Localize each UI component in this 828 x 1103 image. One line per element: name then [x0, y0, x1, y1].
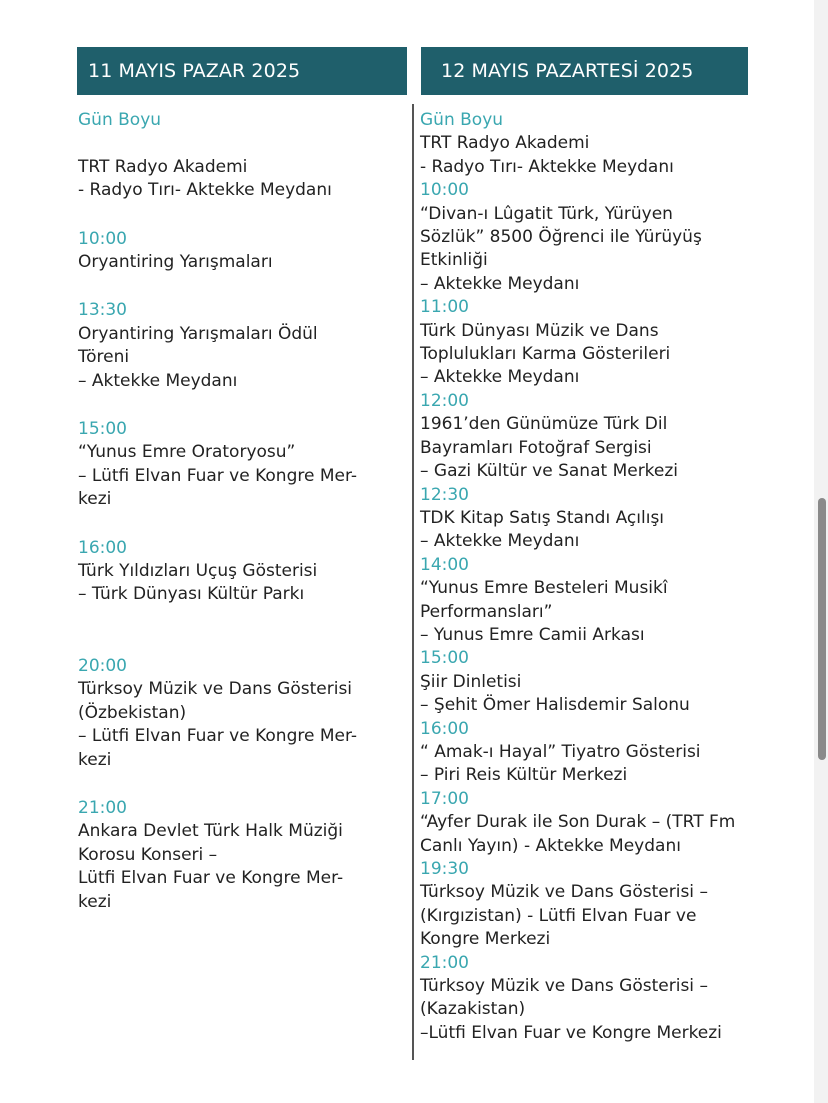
column-divider: [412, 104, 414, 1060]
event-text-line: (Kırgızistan) - Lütfi Elvan Fuar ve: [420, 905, 697, 926]
event-text-line: Türksoy Müzik ve Dans Gösterisi: [78, 679, 353, 700]
schedule-entry: [420, 109, 800, 179]
event-text-line: – Lütfi Elvan Fuar ve Kongre Mer-: [78, 726, 358, 747]
schedule-entry: [420, 179, 800, 296]
schedule-entry: [420, 484, 800, 554]
event-time: 17:00: [420, 788, 469, 809]
event-time: 15:00: [78, 419, 127, 440]
event-text-line: Türk Dünyası Müzik ve Dans: [420, 320, 659, 341]
schedule-entry: [420, 390, 800, 484]
event-text-line: Canlı Yayın) - Aktekke Meydanı: [420, 835, 681, 856]
event-time: 13:30: [78, 300, 127, 321]
schedule-column-may-11: [78, 109, 403, 939]
event-text-line: “ Amak-ı Hayal” Tiyatro Gösterisi: [420, 741, 701, 762]
schedule-entry: [78, 655, 403, 772]
event-time: 11:00: [420, 297, 469, 318]
event-time: 12:30: [420, 484, 469, 505]
event-text-line: – Şehit Ömer Halisdemir Salonu: [420, 695, 690, 716]
event-time: 20:00: [78, 655, 127, 676]
event-text-line: Performansları”: [420, 601, 553, 622]
event-text-line: Etkinliği: [420, 250, 488, 271]
event-text-line: Oryantiring Yarışmaları Ödül: [78, 323, 318, 344]
schedule-entry: [78, 418, 403, 512]
event-text-line: – Gazi Kültür ve Sanat Merkezi: [420, 461, 679, 482]
event-text-line: Lütfi Elvan Fuar ve Kongre Mer-: [78, 868, 344, 889]
schedule-entry: [78, 797, 403, 914]
schedule-entry: [78, 228, 403, 275]
day-header-may-11: 11 MAYIS PAZAR 2025: [77, 47, 407, 95]
event-text-line: “Ayfer Durak ile Son Durak – (TRT Fm: [420, 812, 736, 833]
event-text-line: [78, 132, 403, 155]
event-text-line: “Yunus Emre Besteleri Musikî: [420, 578, 668, 599]
event-text-line: “Divan-ı Lûgatit Türk, Yürüyen: [420, 203, 673, 224]
event-text-line: Kongre Merkezi: [420, 929, 551, 950]
day-header-may-12: 12 MAYIS PAZARTESİ 2025: [421, 47, 748, 95]
event-text-line: (Kazakistan): [420, 999, 526, 1020]
event-text-line: Ankara Devlet Türk Halk Müziği: [78, 821, 343, 842]
event-text-line: Türksoy Müzik ve Dans Gösterisi –: [420, 882, 708, 903]
event-time: 19:30: [420, 859, 469, 879]
event-text-line: –Lütfi Elvan Fuar ve Kongre Merkezi: [420, 1022, 722, 1043]
event-text-line: “Yunus Emre Oratoryosu”: [78, 442, 296, 463]
event-text-line: - Radyo Tırı- Aktekke Meydanı: [78, 180, 332, 201]
event-text-line: – Lütfi Elvan Fuar ve Kongre Mer-: [78, 465, 358, 486]
event-text-line: TRT Radyo Akademi: [420, 133, 590, 154]
event-text-line: 1961’den Günümüze Türk Dil: [420, 414, 668, 435]
event-text-line: Türksoy Müzik ve Dans Gösterisi –: [420, 976, 708, 997]
schedule-entry: [78, 299, 403, 393]
event-text-line: Toplulukları Karma Gösterileri: [420, 344, 671, 365]
schedule-column-may-12: [420, 109, 800, 1045]
event-time: Gün Boyu: [78, 110, 162, 130]
schedule-entry: [420, 952, 800, 1046]
event-time: 21:00: [420, 952, 469, 973]
event-text-line: TDK Kitap Satış Standı Açılışı: [420, 507, 665, 528]
schedule-entry: [420, 296, 800, 390]
event-time: 21:00: [78, 797, 127, 818]
event-text-line: kezi: [78, 891, 112, 912]
schedule-entry: [420, 858, 800, 952]
event-time: 15:00: [420, 648, 469, 669]
event-time: 10:00: [420, 180, 469, 201]
event-text-line: – Aktekke Meydanı: [420, 273, 580, 294]
event-text-line: Korosu Konseri –: [78, 844, 218, 865]
event-text-line: Töreni: [78, 347, 130, 368]
event-time: 14:00: [420, 554, 469, 575]
event-time: 12:00: [420, 390, 469, 411]
event-text-line: kezi: [78, 749, 112, 770]
event-text-line: TRT Radyo Akademi: [78, 156, 248, 177]
event-text-line: (Özbekistan): [78, 702, 187, 723]
event-text-line: kezi: [78, 489, 112, 510]
schedule-entry: [420, 788, 800, 858]
event-text-line: - Radyo Tırı- Aktekke Meydanı: [420, 156, 674, 177]
event-text-line: Oryantiring Yarışmaları: [78, 252, 273, 273]
event-text-line: Sözlük” 8500 Öğrenci ile Yürüyüş: [420, 227, 702, 248]
schedule-entry: [78, 109, 403, 203]
scrollbar[interactable]: [818, 498, 826, 760]
event-time: Gün Boyu: [420, 110, 504, 130]
schedule-entry: [420, 647, 800, 717]
event-time: 16:00: [420, 718, 469, 739]
event-text-line: – Türk Dünyası Kültür Parkı: [78, 584, 305, 605]
event-text-line: – Piri Reis Kültür Merkezi: [420, 765, 628, 786]
event-time: 10:00: [78, 228, 127, 249]
event-text-line: – Yunus Emre Camii Arkası: [420, 624, 645, 645]
event-text-line: – Aktekke Meydanı: [420, 531, 580, 552]
event-text-line: Bayramları Fotoğraf Sergisi: [420, 437, 652, 458]
schedule-entry: [420, 718, 800, 788]
schedule-entry: [420, 554, 800, 648]
event-text-line: – Aktekke Meydanı: [78, 370, 238, 391]
event-text-line: Türk Yıldızları Uçuş Gösterisi: [78, 561, 318, 582]
schedule-entry: [78, 537, 403, 607]
event-text-line: – Aktekke Meydanı: [420, 367, 580, 388]
event-text-line: Şiir Dinletisi: [420, 671, 522, 692]
event-time: 16:00: [78, 537, 127, 558]
